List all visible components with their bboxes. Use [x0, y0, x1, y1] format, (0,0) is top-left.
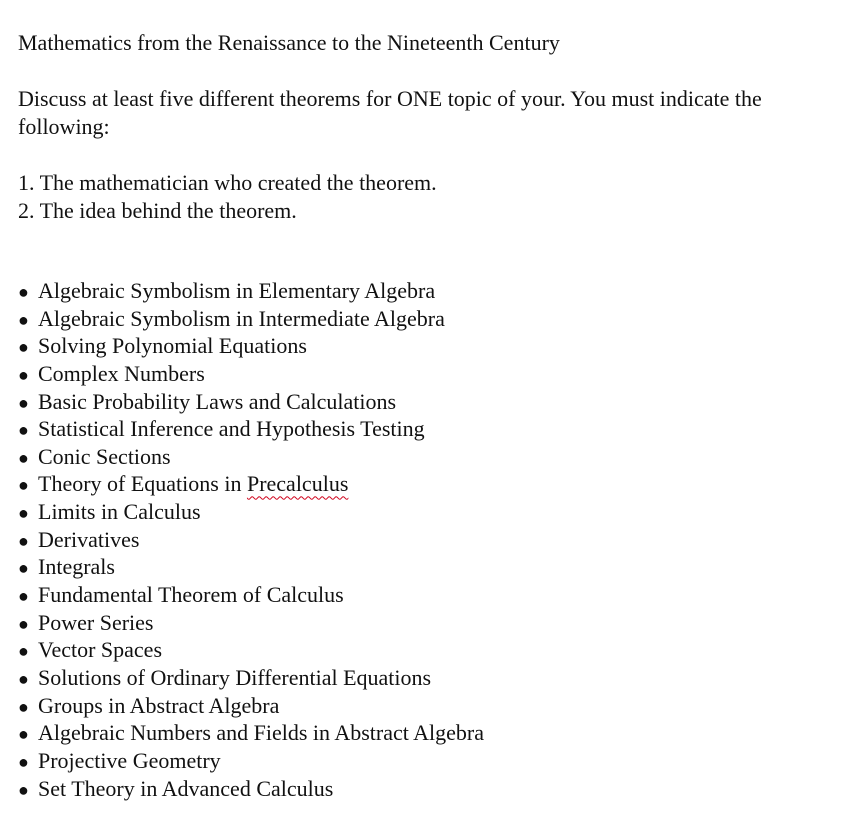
- bullet-icon: ●: [18, 337, 29, 358]
- topic-item: [18, 277, 484, 305]
- topic-label: Algebraic Symbolism in Intermediate Algebra: [38, 305, 445, 331]
- requirements-list: [18, 169, 848, 225]
- bullet-icon: ●: [18, 475, 29, 496]
- topic-item: [18, 470, 484, 498]
- topic-item: [18, 526, 484, 554]
- requirement-item: 2. The idea behind the theorem.: [18, 198, 297, 223]
- topic-item: [18, 332, 484, 360]
- bullet-icon: ●: [18, 558, 29, 579]
- bullet-icon: ●: [18, 420, 29, 441]
- bullet-icon: ●: [18, 530, 29, 551]
- bullet-icon: ●: [18, 392, 29, 413]
- topic-label: Set Theory in Advanced Calculus: [38, 775, 334, 801]
- misspelled-word[interactable]: Precalculus: [246, 471, 349, 497]
- topic-item: [18, 636, 484, 664]
- topic-label: Statistical Inference and Hypothesis Testing: [38, 416, 425, 442]
- topic-label: Complex Numbers: [38, 360, 205, 386]
- requirement-item: 1. The mathematician who created the theorem.: [18, 170, 437, 195]
- topic-label: Projective Geometry: [38, 747, 221, 773]
- topic-label: Theory of Equations in: [38, 471, 247, 497]
- bullet-icon: ●: [18, 751, 29, 772]
- bullet-icon: ●: [18, 309, 29, 330]
- topic-item: [18, 498, 484, 526]
- topic-item: [18, 747, 484, 775]
- bullet-icon: ●: [18, 696, 29, 717]
- bullet-icon: ●: [18, 364, 29, 385]
- instructions-text: Discuss at least five different theorems for ONE topic of your. You must indicate the following:: [18, 86, 762, 139]
- document-body: [18, 0, 848, 801]
- topic-item: [18, 692, 484, 720]
- topic-item: [18, 305, 484, 333]
- topic-label: Integrals: [38, 554, 115, 580]
- topic-item: [18, 388, 484, 416]
- topic-label: Fundamental Theorem of Calculus: [38, 582, 344, 608]
- document-title: Mathematics from the Renaissance to the Nineteenth Century: [18, 30, 560, 55]
- topic-item: [18, 775, 484, 803]
- bullet-icon: ●: [18, 724, 29, 745]
- topic-item: [18, 360, 484, 388]
- topic-item: [18, 719, 484, 747]
- bullet-icon: ●: [18, 668, 29, 689]
- topic-item: [18, 443, 484, 471]
- bullet-icon: ●: [18, 503, 29, 524]
- bullet-icon: ●: [18, 613, 29, 634]
- topic-label: Derivatives: [38, 526, 140, 552]
- topic-item: [18, 664, 484, 692]
- bullet-icon: ●: [18, 586, 29, 607]
- topic-label: Solving Polynomial Equations: [38, 333, 307, 359]
- topic-label: Algebraic Numbers and Fields in Abstract Algebra: [38, 720, 485, 746]
- bullet-icon: ●: [18, 779, 29, 800]
- topic-label: Groups in Abstract Algebra: [38, 692, 280, 718]
- topic-label: Basic Probability Laws and Calculations: [38, 388, 397, 414]
- bullet-icon: ●: [18, 447, 29, 468]
- topic-label: Conic Sections: [38, 443, 171, 469]
- topic-label: Algebraic Symbolism in Elementary Algebra: [38, 278, 436, 303]
- bullet-icon: ●: [18, 282, 29, 302]
- topic-label: Limits in Calculus: [38, 499, 201, 525]
- topic-item: [18, 553, 484, 581]
- topic-label: Solutions of Ordinary Differential Equations: [38, 664, 432, 690]
- bullet-icon: ●: [18, 641, 29, 662]
- topic-label: Power Series: [38, 609, 154, 635]
- topic-label: Vector Spaces: [38, 637, 163, 663]
- topic-item: [18, 581, 484, 609]
- topic-item: [18, 609, 484, 637]
- topic-item: [18, 415, 484, 443]
- topics-list: [18, 277, 484, 802]
